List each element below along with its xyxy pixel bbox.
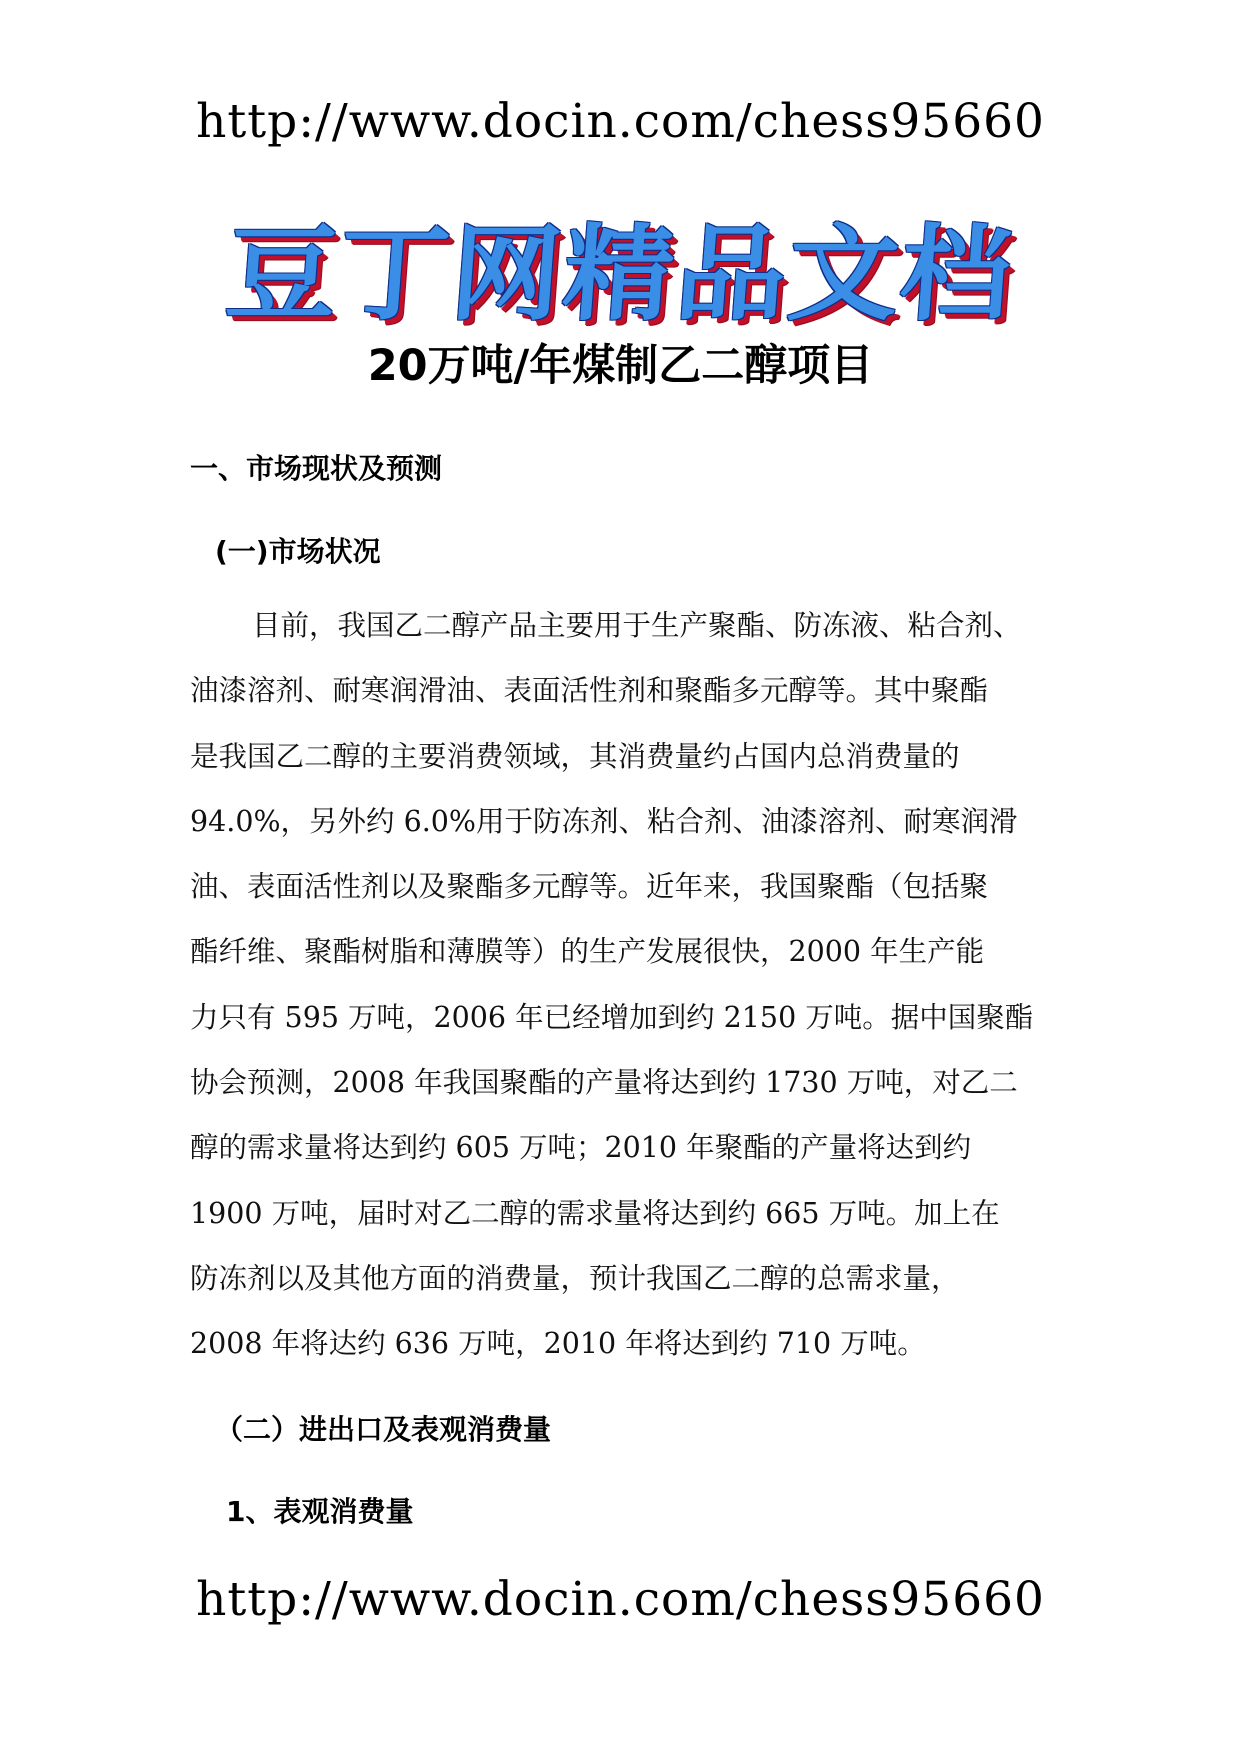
docin-banner-logo: 豆丁网精品文档	[222, 213, 1018, 335]
header-url: http://www.docin.com/chess95660	[196, 94, 1045, 149]
paragraph-market-status	[190, 606, 1060, 1390]
subsection-heading-1: (一)市场状况	[215, 535, 381, 568]
subsection-heading-2: （二）进出口及表观消费量	[215, 1413, 552, 1446]
paragraph-line: 是我国乙二醇的主要消费领域，其消费量约占国内总消费量的	[190, 739, 960, 773]
document-title: 20万吨/年煤制乙二醇项目	[367, 341, 874, 391]
paragraph-line: 协会预测，2008 年我国聚酯的产量将达到约 1730 万吨，对乙二	[190, 1066, 1018, 1100]
paragraph-line: 目前，我国乙二醇产品主要用于生产聚酯、防冻液、粘合剂、	[252, 609, 1022, 642]
paragraph-line: 油、表面活性剂以及聚酯多元醇等。近年来，我国聚酯（包括聚	[190, 870, 989, 904]
paragraph-line: 2008 年将达约 636 万吨，2010 年将达到约 710 万吨。	[190, 1327, 926, 1361]
section-heading-1: 一、市场现状及预测	[190, 452, 443, 485]
paragraph-line: 1900 万吨，届时对乙二醇的需求量将达到约 665 万吨。加上在	[190, 1196, 1000, 1230]
item-heading-1: 1、表观消费量	[226, 1495, 414, 1528]
paragraph-line: 油漆溶剂、耐寒润滑油、表面活性剂和聚酯多元醇等。其中聚酯	[190, 674, 989, 708]
paragraph-line: 醇的需求量将达到约 605 万吨；2010 年聚酯的产量将达到约	[190, 1131, 972, 1165]
paragraph-line: 防冻剂以及其他方面的消费量，预计我国乙二醇的总需求量，	[190, 1261, 960, 1295]
footer-url: http://www.docin.com/chess95660	[196, 1572, 1045, 1627]
paragraph-line: 力只有 595 万吨，2006 年已经增加到约 2150 万吨。据中国聚酯	[190, 1000, 1034, 1034]
paragraph-line: 94.0%，另外约 6.0%用于防冻剂、粘合剂、油漆溶剂、耐寒润滑	[190, 804, 1018, 838]
paragraph-line: 酯纤维、聚酯树脂和薄膜等）的生产发展很快，2000 年生产能	[190, 935, 985, 969]
